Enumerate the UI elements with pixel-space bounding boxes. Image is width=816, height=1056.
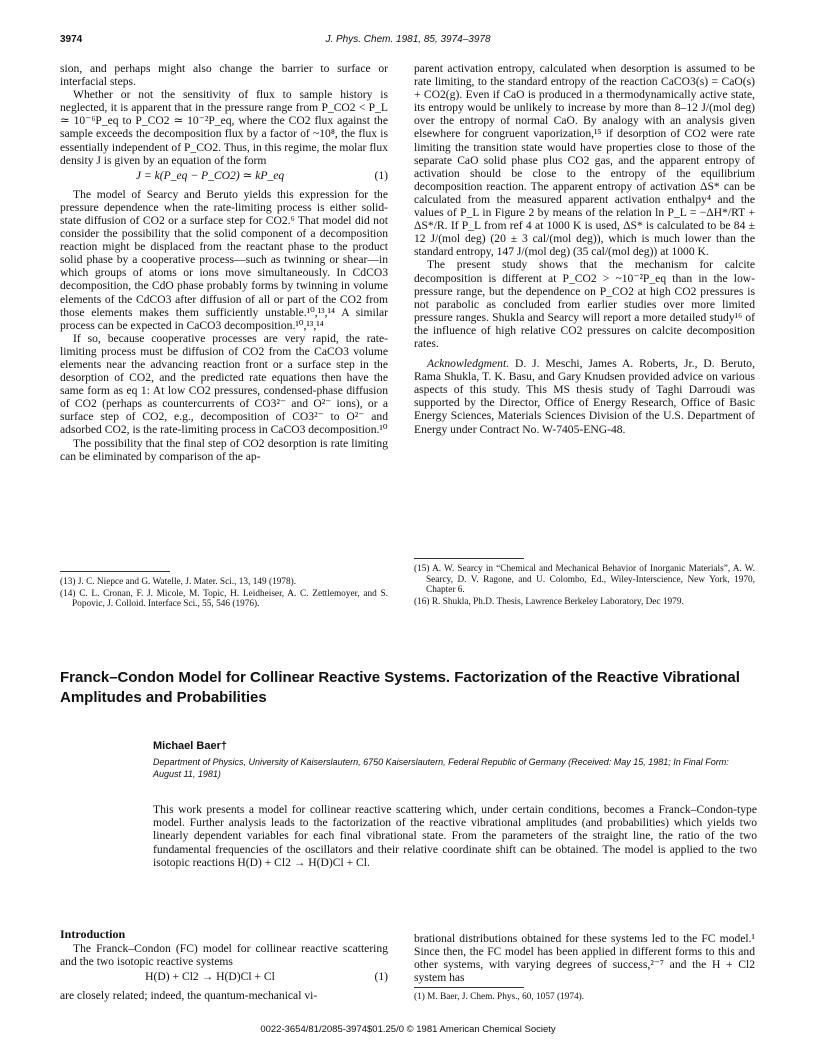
right-column (414, 62, 755, 436)
footnotes-intro (414, 992, 755, 1004)
footnote: (13) J. C. Niepce and G. Watelle, J. Mater. Sci., 13, 149 (1978). (60, 577, 297, 587)
footnote: (15) A. W. Searcy in “Chemical and Mechanical Behavior of Inorganic Materials”, A. W. Searcy, D. V. Ragone, and U. Colombo, Ed., Wiley-Interscience, New York, 1970, Chapter 6. (414, 564, 755, 596)
paragraph: If so, because cooperative processes are very rapid, the rate-limiting process must be diffusion of CO2 from the CaCO3 volume elements near the advancing reaction front or a surface step in the desorption of CO2, and the predicted rate equations then have the same form as eq 1: At low CO2 pressures, condensed-phase diffusion of CO2 (perhaps as countercurrents of CO3²⁻ and O²⁻ ions), or a surface step of CO2, e.g., decomposition of CO3²⁻ to O²⁻ and adsorbed CO2, is the rate-limiting process in CaCO3 decomposition.¹⁰ (60, 331, 388, 437)
equation-text: J = k(P_eq − P_CO2) ≃ kP_eq (135, 168, 285, 182)
equation-1 (60, 970, 388, 986)
running-header (60, 34, 756, 48)
equation-text: H(D) + Cl2 → H(D)Cl + Cl (145, 970, 275, 984)
author-name: Michael Baer† (153, 740, 227, 752)
paragraph: The present study shows that the mechanism for calcite decomposition is different at P_CO2 > ~10⁻²P_eq than in the low-pressure range, but the dependence on P_CO2 at high CO2 pressures is not parabolic as concluded from earlier studies over more limited pressure ranges. Shukla and Searcy will report a more detailed study¹⁶ of the influence of high relative CO2 pressures on calcite decomposition rates. (414, 258, 755, 350)
footnote-rule (60, 571, 170, 572)
paragraph: The possibility that the final step of CO2 desorption is rate limiting can be eliminated by comparison of the ap- (60, 436, 388, 463)
paragraph: The model of Searcy and Beruto yields this expression for the pressure dependence when the rate-limiting process is either solid-state diffusion of CO2 or a surface step for CO2.⁶ That model did not consider the possibility that the solid component of a decomposition reaction might be displaced from the reactant phase to the product solid phase by a cooperative process—such as twinning or shear—in which groups of atoms or ions move simultaneously. In CdCO3 decomposition, the CdO phase probably forms by twinning in volume elements of the CdCO3 after diffusion of all or part of the CO2 from those elements makes them sufficiently unstable.¹⁰,¹³,¹⁴ A similar process can be expected in CaCO3 decomposition.¹⁰,¹³,¹⁴ (60, 187, 388, 332)
equation-number: (1) (374, 970, 388, 984)
footnote: (16) R. Shukla, Ph.D. Thesis, Lawrence Berkeley Laboratory, Dec 1979. (414, 596, 684, 607)
footnote-rule (414, 558, 524, 559)
page-number: 3974 (60, 34, 83, 45)
paragraph: parent activation entropy, calculated when desorption is assumed to be rate limiting, to the standard entropy of the reaction CaCO3(s) = CaO(s) + CO2(g). Even if CaO is produced in a thermodynamically active state, its entropy would be unlikely to increase by more than 8–12 J/(mol deg) over the entropy of normal CaO. By analogy with an analysis given elsewhere for congruent vaporization,¹⁵ if desorption of CO2 were rate limiting the transition state would have properties close to those of the separate CaO solid phase plus CO2 gas, and the apparent entropy of activation should be close to the entropy of the equilibrium decomposition reaction. The apparent entropy of activation ΔS* can be calculated from the measured apparent activation enthalpy⁴ and the values of P_L in Figure 2 by means of the relation ln P_L = −ΔH*/RT + ΔS*/R. If P_L from ref 4 at 1000 K is used, ΔS* is calculated to be 84 ± 12 J/(mol deg) (20 ± 3 cal/(mol deg)), which is much lower than the standard entropy, 147 J/(mol deg) (35 cal/(mol deg)) at 1000 K. (414, 62, 755, 259)
acknowledgment (414, 357, 755, 436)
paragraph: The Franck–Condon (FC) model for collinear reactive scattering and the two isotopic reactive systems (60, 942, 388, 969)
abstract: This work presents a model for collinear reactive scattering which, under certain conditions, becomes a Franck–Condon-type model. Further analysis leads to the factorization of the reactive vibrational amplitudes (and probabilities) which yields two linearly dependent variables for each final vibrational state. From the parameters of the straight line, the ratio of the two fundamental frequencies of the oscillators and their relative coordinate shift can be obtained. The model is applied to the two isotopic reactions H(D) + Cl2 → H(D)Cl + Cl. (153, 803, 757, 869)
section-heading: Introduction (60, 927, 126, 941)
introduction-right (414, 932, 755, 984)
paragraph: are closely related; indeed, the quantum-mechanical vi- (60, 989, 318, 1003)
equation-number: (1) (374, 168, 388, 182)
footnote: (14) C. L. Cronan, F. J. Micole, M. Topic, H. Leidheiser, A. C. Zettlemoyer, and S. Popovic, J. Colloid. Interface Sci., 55, 546 (1976). (60, 588, 388, 610)
paragraph: brational distributions obtained for these systems led to the FC model.¹ Since then, the FC model has been applied in different forms to this and other systems, with varying degrees of success,²⁻⁷ and the H + Cl2 system has (414, 932, 755, 985)
footnotes-left (60, 577, 388, 611)
journal-citation: J. Phys. Chem. 1981, 85, 3974–3978 (325, 34, 491, 45)
introduction-left (60, 928, 388, 1002)
left-column (60, 62, 388, 463)
article-title: Franck–Condon Model for Collinear Reactive Systems. Factorization of the Reactive Vibrational Amplitudes and Probabilities (60, 669, 740, 706)
acknowledgment-text: D. J. Meschi, James A. Roberts, Jr., D. Beruto, Rama Shukla, T. K. Basu, and Gary Knudsen provided advice on various aspects of this study. This MS thesis study of Taghi Darroudi was supported by the Director, Office of Energy Research, Office of Basic Energy Sciences, Materials Sciences Division of the U.S. Department of Energy under Contract No. W-7405-ENG-48. (414, 357, 755, 436)
copyright-line: 0022-3654/81/2085-3974$01.25/0 © 1981 American Chemical Society (260, 1024, 556, 1035)
footnote-rule (414, 987, 524, 988)
acknowledgment-label: Acknowledgment. (427, 357, 510, 371)
footnotes-right (414, 564, 755, 608)
paragraph: sion, and perhaps might also change the barrier to surface or interfacial steps. (60, 62, 388, 89)
author-affiliation: Department of Physics, University of Kaiserslautern, 6750 Kaiserslautern, Federal Republic of Germany (Received: May 15, 1981; In Final Form: August 11, 1981) (153, 757, 729, 779)
paragraph: Whether or not the sensitivity of flux to sample history is neglected, it is apparent that in the pressure range from P_CO2 < P_L ≃ 10⁻⁶P_eq to P_CO2 ≃ 10⁻²P_eq, where the CO2 flux against the sample exceeds the decomposition flux by a factor of ~10⁸, the flux is essentially independent of P_CO2. Thus, in this regime, the molar flux density J is given by an equation of the form (60, 88, 388, 167)
footnote: (1) M. Baer, J. Chem. Phys., 60, 1057 (1974). (414, 992, 585, 1002)
equation-1 (60, 169, 388, 185)
